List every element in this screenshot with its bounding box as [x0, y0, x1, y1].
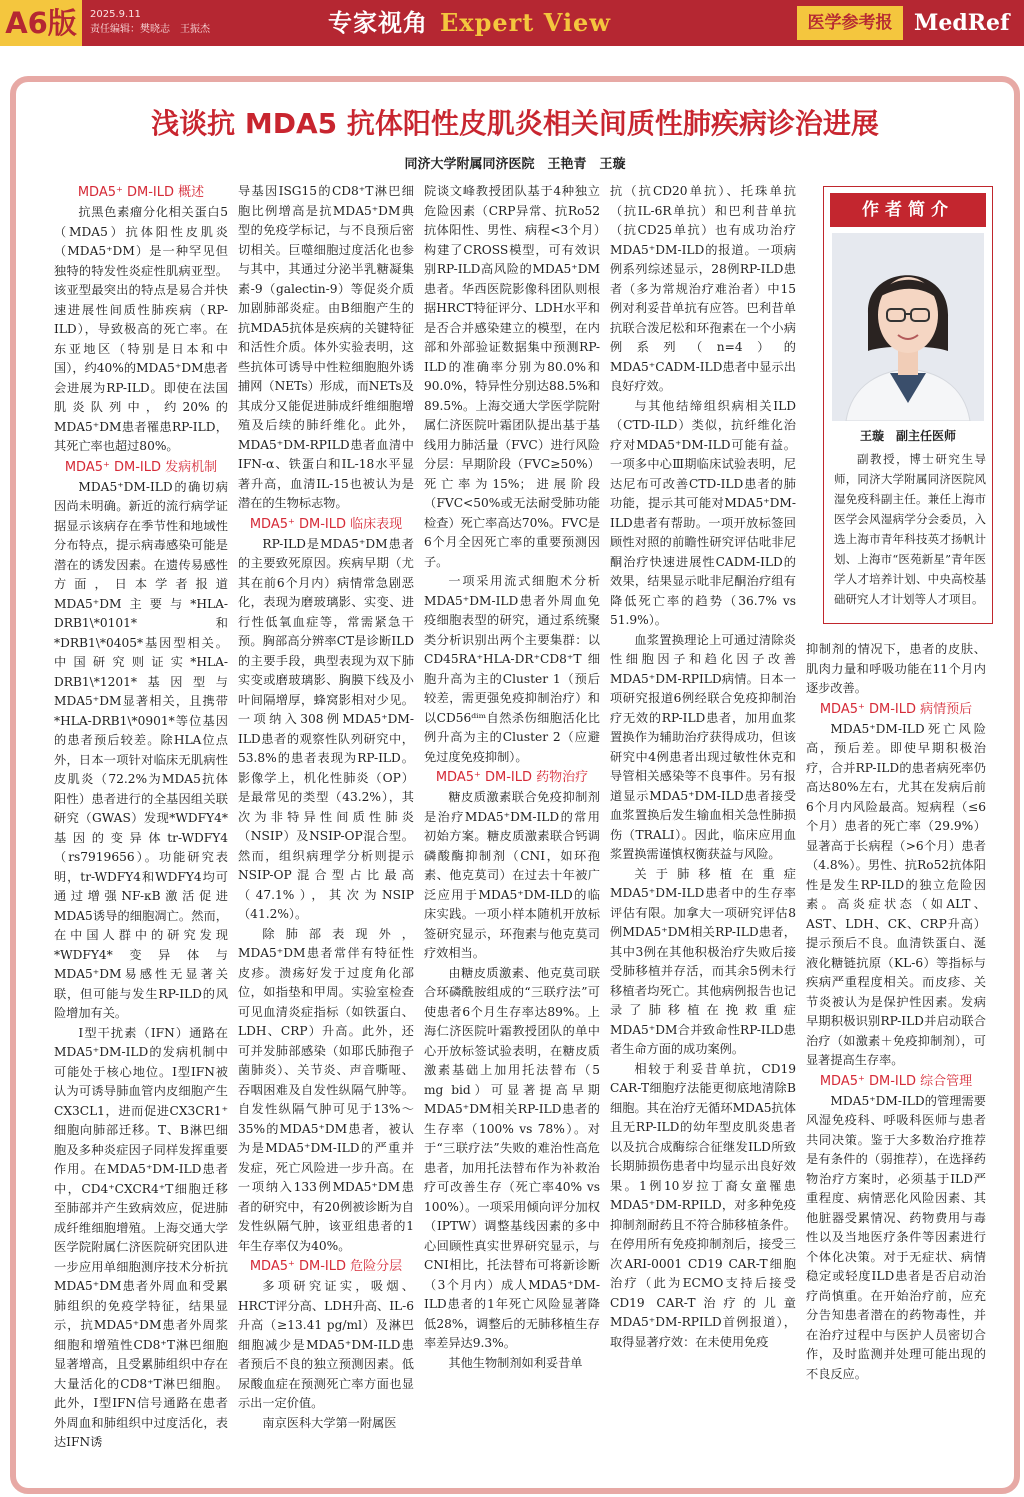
paragraph: 导基因ISG15的CD8⁺T淋巴细胞比例增高是抗MDA5⁺DM典型的免疫学标记，与不良预后密切相关。巨噬细胞过度活化也参与其中，其通过分泌半乳糖凝集素-9（galectin-9）等促炎介质加剧肺部炎症。由B细胞产生的抗MDA5抗体是疾病的关键特征和活性介质。体外实验表明，这些抗体可诱导中性粒细胞胞外诱捕网（NETs）形成，而NETs及其成分又能促进肺成纤维细胞增殖及后续的肺纤维化。此外，MDA5⁺DM-RPILD患者血清中IFN-α、铁蛋白和IL-18水平显著升高，血清IL-15也被认为是潜在的生物标志物。	[238, 184, 414, 510]
section-title	[328, 4, 611, 42]
text-column-4	[610, 182, 796, 1482]
paragraph: 抑制剂的情况下，患者的皮肤、肌肉力量和呼吸功能在11个月内逐步改善。	[806, 642, 986, 695]
text-column-1	[54, 182, 228, 1482]
section-title-cn: 专家视角	[328, 8, 428, 37]
brand-name-en: MedRef	[914, 10, 1010, 36]
section-heading-prognosis: MDA5⁺ DM-ILD 病情预后	[819, 701, 973, 717]
paragraph: RP-ILD是MDA5⁺DM患者的主要致死原因。疾病早期（尤其在前6个月内）病情常急剧恶化，表现为磨玻璃影、实变、进行性低氧血症等，常需紧急干预。胸部高分辨率CT是诊断ILD的主要手段，典型表现为双下肺实变或磨玻璃影、胸膜下线及小叶间隔增厚，蜂窝影相对少见。一项纳入308例MDA5⁺DM-ILD患者的观察性队列研究中，53.8%的患者表现为RP-ILD。影像学上，机化性肺炎（OP）是最常见的类型（43.2%），其次为非特异性间质性肺炎（NSIP）及NSIP-OP混合型。然而，组织病理学分析则提示NSIP-OP混合型占比最高（47.1%），其次为NSIP（41.2%）。	[238, 536, 414, 921]
author-name: 王璇 副主任医师	[859, 429, 956, 443]
text-column-2	[238, 182, 414, 1482]
article-title: 浅谈抗 MDA5 抗体阳性皮肌炎相关间质性肺疾病诊治进展	[151, 107, 879, 140]
author-photo	[832, 233, 984, 421]
paragraph: 院谈文峰教授团队基于4种独立危险因素（CRP异常、抗Ro52抗体阳性、男性、病程<3个月）构建了CROSS模型，可有效识别RP-ILD高风险的MDA5⁺DM患者。华西医院影像科团队则根据HRCT特征评分、LDH水平和是否合并感染建立的模型，在内部和外部验证数据集中预测RP-ILD的准确率分别为80.0%和90.0%，特异性分别达88.5%和89.5%。上海交通大学医学院附属仁济医院叶霜团队提出基于基线用力肺活量（FVC）进行风险分层：早期阶段（FVC≥50%）死亡率为15%；进展阶段（FVC<50%或无法耐受肺功能检查）死亡率高达70%。FVC是6个月全因死亡率的重要预测因子。	[424, 184, 600, 569]
paragraph: MDA5⁺DM-ILD的确切病因尚未明确。新近的流行病学证据显示该病存在季节性和地域性分布特点，提示病毒感染可能是潜在的诱发因素。在遗传易感性方面，日本学者报道MDA5⁺DM主要与*HLA-DRB1\*0101*和*DRB1\*0405*基因型相关。中国研究则证实*HLA-DRB1\*1201*基因型与MDA5⁺DM显著相关，且携带*HLA-DRB1\*0901*等位基因的患者预后较差。除HLA位点外，日本一项针对临床无肌病性皮肌炎（72.2%为MDA5抗体阳性）患者进行的全基因组关联研究（GWAS）发现*WDFY4*基因的变异体tr-WDFY4（rs7919656）。功能研究表明，tr-WDFY4和WDFY4均可通过增强NF-κB激活促进MDA5诱导的细胞凋亡。然而，在中国人群中的研究发现*WDFY4*变异体与MDA5⁺DM易感性无显著关联，但可能与发生RP-ILD的风险增加有关。	[54, 479, 228, 1020]
section-heading-drug-therapy: MDA5⁺ DM-ILD 药物治疗	[435, 770, 589, 785]
article-frame	[10, 76, 1020, 1494]
brand-name: 医学参考报	[797, 6, 903, 40]
section-heading-overview: MDA5⁺ DM-ILD 概述	[77, 185, 205, 200]
paragraph: 血浆置换理论上可通过清除炎性细胞因子和趋化因子改善MDA5⁺DM-RPILD病情。日本一项研究报道6例经联合免疫抑制治疗无效的RP-ILD患者，加用血浆置换作为辅助治疗获得成功，但该研究中4例患者出现过敏性休克和导管相关感染等不良事件。另有报道显示MDA5⁺DM-ILD患者接受血浆置换后发生输血相关急性肺损伤（TRALI）。因此，临床应用血浆置换需谨慎权衡获益与风险。	[610, 632, 796, 861]
paragraph: 一项采用流式细胞术分析MDA5⁺DM-ILD患者外周血免疫细胞表型的研究，通过系统聚类分析识别出两个主要集群：以CD45RA⁺HLA-DR⁺CD8⁺T细胞升高为主的Cluster 1（预后较差，需更强免疫抑制治疗）和以CD56ᵈⁱᵐ自然杀伤细胞活化比例升高为主的Cluster 2（应避免过度免疫抑制）。	[424, 574, 600, 764]
paragraph: 其他生物制剂如利妥昔单	[448, 1355, 583, 1370]
issue-date: 2025.9.11	[90, 9, 141, 20]
paragraph: 抗（抗CD20单抗）、托珠单抗（抗IL-6R单抗）和巴利昔单抗（抗CD25单抗）也有成功治疗MDA5⁺DM-ILD的报道。一项病例系列综述显示，28例RP-ILD患者（多为常规治疗难治者）中15例对利妥昔单抗有应答。巴利昔单抗联合泼尼松和环孢素在一个小病例系列（n=4）的MDA5⁺CADM-ILD患者中显示出良好疗效。	[610, 184, 796, 393]
editors: 责任编辑：樊晓志 王振杰	[90, 24, 210, 35]
article-authors: 同济大学附属同济医院 王艳青 王璇	[404, 157, 626, 172]
section-heading-pathogenesis: MDA5⁺ DM-ILD 发病机制	[64, 459, 218, 475]
paragraph: Ⅰ型干扰素（IFN）通路在MDA5⁺DM-ILD的发病机制中可能处于核心地位。Ⅰ型IFN被认为可诱导肺血管内皮细胞产生CX3CL1，进而促进CX3CR1⁺细胞向肺部迁移。T、B淋巴细胞及多种炎症因子同样发挥重要作用。在MDA5⁺DM-ILD患者中，CD4⁺CXCR4⁺T细胞迁移至肺部并产生致病效应，促进肺成纤维细胞增殖。上海交通大学医学院附属仁济医院研究团队进一步应用单细胞测序技术分析抗MDA5⁺DM患者外周血和受累肺组织的免疫学特征，结果显示，抗MDA5⁺DM患者外周浆细胞和增殖性CD8⁺T淋巴细胞显著增高，且受累肺组织中存在大量活化的CD8⁺T淋巴细胞。此外，Ⅰ型IFN信号通路在患者外周血和肺组织中过度活化，表达IFN诱	[54, 1025, 228, 1449]
author-bio	[834, 449, 986, 609]
section-heading-clinical: MDA5⁺ DM-ILD 临床表现	[249, 516, 403, 532]
paragraph: MDA5⁺DM-ILD死亡风险高，预后差。即使早期积极治疗，合并RP-ILD的患者病死率仍高达80%左右，尤其在发病后前6个月内风险最高。短病程（≤6个月）患者的死亡率（29.9%）显著高于长病程（>6个月）患者（4.8%）。男性、抗Ro52抗体阳性是发生RP-ILD的独立危险因素。高炎症状态（如ALT、AST、LDH、CK、CRP升高）提示预后不良。血清铁蛋白、涎液化糖链抗原（KL-6）等指标与疾病严重程度相关。而皮疹、关节炎被认为是保护性因素。发病早期积极识别RP-ILD并启动联合治疗（如激素＋免疫抑制剂），可显著提高生存率。	[806, 721, 986, 1067]
paragraph: 南京医科大学第一附属医	[262, 1415, 397, 1430]
paragraph: 相较于利妥昔单抗，CD19 CAR-T细胞疗法能更彻底地清除B细胞。其在治疗无循环MDA5抗体且无RP-ILD的幼年型皮肌炎患者以及抗合成酶综合征继发ILD所致长期肺损伤患者中均显示出良好效果。1例10岁拉丁裔女童罹患MDA5⁺DM-RPILD，对多种免疫抑制剂耐药且不符合肺移植条件。在停用所有免疫抑制剂后，接受三次ARI-0001 CD19 CAR-T细胞治疗（此为ECMO支持后接受CD19 CAR-T治疗的儿童MDA5⁺DM-RPILD首例报道），取得显著疗效：在未使用免疫	[610, 1061, 796, 1349]
paragraph: 与其他结缔组织病相关ILD（CTD-ILD）类似，抗纤维化治疗对MDA5⁺DM-ILD可能有益。一项多中心Ⅲ期临床试验表明，尼达尼布可改善CTD-ILD患者的肺功能，提示其可能对MDA5⁺DM-ILD患者有帮助。一项开放标签回顾性对照的前瞻性研究评估吡非尼酮治疗快速进展性CADM-ILD的效果，结果显示吡非尼酮治疗组有降低死亡率的趋势（36.7% vs 51.9%）。	[610, 398, 796, 627]
author-profile-box	[823, 186, 993, 624]
section-title-en: Expert View	[440, 8, 611, 37]
paragraph: 除肺部表现外，MDA5⁺DM患者常伴有特征性皮疹。溃疡好发于过度角化部位，如指垫和甲周。实验室检查可见血清炎症指标（如铁蛋白、LDH、CRP）升高。此外，还可并发肺部感染（如耶氏肺孢子菌肺炎）、关节炎、声音嘶哑、吞咽困难及自发性纵隔气肿等。自发性纵隔气肿可见于13%～35%的MDA5⁺DM患者，被认为是MDA5⁺DM-ILD的严重并发症，死亡风险进一步升高。在一项纳入133例MDA5⁺DM患者的研究中，有20例被诊断为自发性纵隔气肿，该亚组患者的1年生存率仅为40%。	[238, 926, 414, 1253]
author-portrait-illustration	[832, 233, 984, 421]
author-bio-text: 副教授，博士研究生导师，同济大学附属同济医院风湿免疫科副主任。兼任上海市医学会风湿病学分会委员，入选上海市青年科技英才扬帆计划、上海市“医苑新星”青年医学人才培养计划、中央高校基础研究人才计划等人才项目。	[834, 452, 986, 606]
text-column-3	[424, 182, 600, 1482]
paragraph: 关于肺移植在重症MDA5⁺DM-ILD患者中的生存率评估有限。加拿大一项研究评估8例MDA5⁺DM相关RP-ILD患者，其中3例在其他积极治疗失败后接受肺移植并存活，而其余5例未行移植者均死亡。其他病例报告也记录了肺移植在挽救重症MDA5⁺DM合并致命性RP-ILD患者生命方面的成功案例。	[610, 866, 796, 1056]
paragraph: 多项研究证实，吸烟、HRCT评分高、LDH升高、IL-6升高（≥13.41 pg/ml）及淋巴细胞减少是MDA5⁺DM-ILD患者预后不良的独立预测因素。低尿酸血症在预测死亡率方面也显示出一定价值。	[238, 1279, 414, 1410]
paragraph: 糖皮质激素联合免疫抑制剂是治疗MDA5⁺DM-ILD的常用初始方案。糖皮质激素联合钙调磷酸酶抑制剂（CNI，如环孢素、他克莫司）在过去十年被广泛应用于MDA5⁺DM-ILD的临床实践。一项小样本随机开放标签研究显示，环孢素与他克莫司疗效相当。	[424, 790, 600, 960]
paragraph: 由糖皮质激素、他克莫司联合环磷酰胺组成的“三联疗法”可使患者6个月生存率达89%。上海仁济医院叶霜教授团队的单中心开放标签试验表明，在糖皮质激素基础上加用托法替布（5 mg bid）可显著提高早期MDA5⁺DM相关RP-ILD患者的生存率（100% vs 78%）。对于“三联疗法”失败的难治性高危患者，加用托法替布作为补救治疗可改善生存（死亡率40% vs 100%）。一项采用倾向评分加权（IPTW）调整基线因素的多中心回顾性真实世界研究显示，与CNI相比，托法替布可将新诊断（3个月内）成人MDA5⁺DM-ILD患者的1年死亡风险显著降低28%，调整后的无肺移植生存率差异达9.3%。	[424, 965, 600, 1350]
header-meta	[90, 7, 210, 37]
page-label: A6版	[0, 0, 82, 46]
page-header	[0, 0, 1024, 46]
section-heading-management: MDA5⁺ DM-ILD 综合管理	[819, 1073, 973, 1089]
section-heading-risk: MDA5⁺ DM-ILD 危险分层	[249, 1259, 403, 1274]
author-profile-heading: 作者简介	[830, 193, 986, 227]
text-column-5	[806, 640, 986, 1482]
paragraph: 抗黑色素瘤分化相关蛋白5（MDA5）抗体阳性皮肌炎（MDA5⁺DM）是一种罕见但独特的特发性炎症性肌病亚型。该亚型最突出的特点是易合并快速进展性间质性肺疾病（RP-ILD），导致极高的死亡率。在东亚地区（特别是日本和中国），约40%的MDA5⁺DM患者会进展为RP-ILD。即使在法国肌炎队列中，约20%的MDA5⁺DM患者罹患RP-ILD，其死亡率也超过80%。	[54, 205, 228, 453]
paragraph: MDA5⁺DM-ILD的管理需要风湿免疫科、呼吸科医师与患者共同决策。鉴于大多数治疗推荐是有条件的（弱推荐），在选择药物治疗方案时，必须基于ILD严重程度、病情恶化风险因素、其他脏器受累情况、药物费用与毒性以及当地医疗条件等因素进行个体化决策。对于无症状、病情稳定或轻度ILD患者是否启动治疗尚慎重。在开始治疗前，应充分告知患者潜在的药物毒性，并在治疗过程中与医护人员密切合作，及时监测并处理可能出现的不良反应。	[806, 1093, 986, 1381]
